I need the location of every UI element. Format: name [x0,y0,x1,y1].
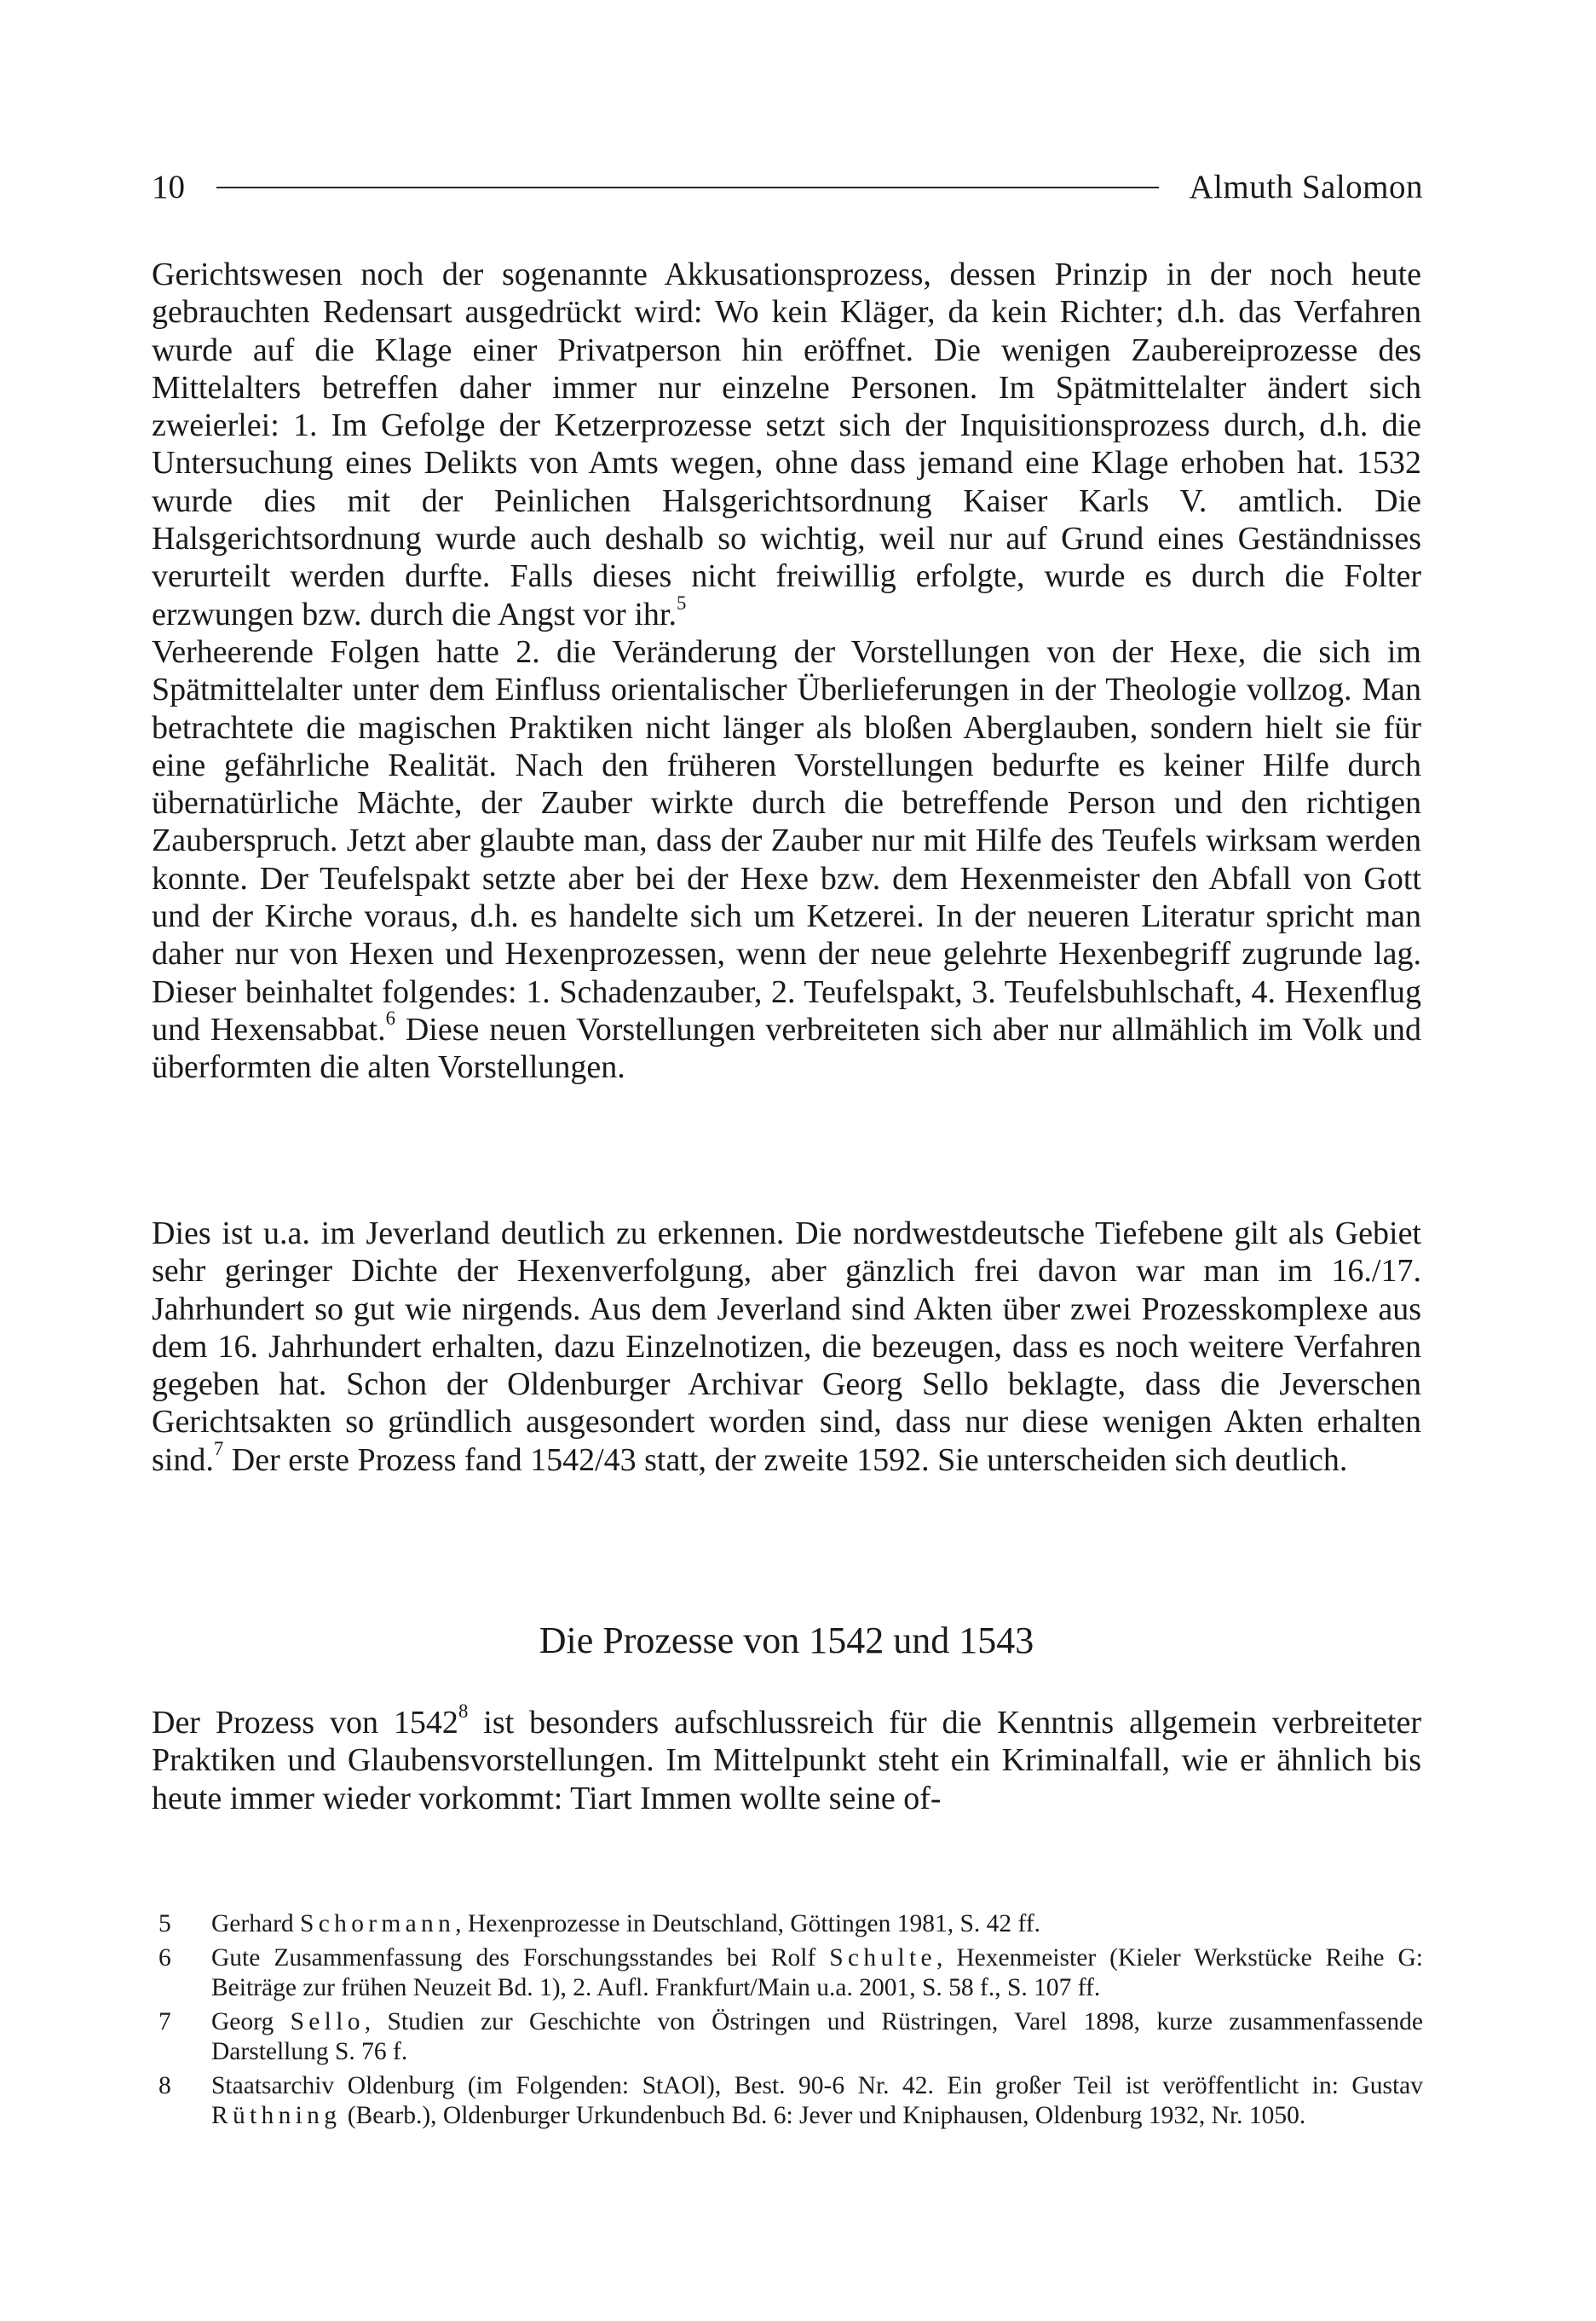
paragraph [152,256,1421,1087]
footnote-author-name: Schulte [829,1944,936,1972]
footnote [152,1943,1423,2003]
page-number: 10 [152,169,185,205]
footnote-text: Gute Zusammenfassung des Forschungsstandes bei Rolf [211,1944,830,1972]
footnote [152,2071,1423,2131]
paragraph-text: Dies ist u.a. im Jeverland deutlich zu erkennen. Die nordwestdeutsche Tiefebene gilt als Gebiet sehr geringer Dichte der Hexenverfolgung, aber gänzlich frei davon war man im 16./17. Jahrhundert so gut wie nirgends. Aus dem Jeverland sind Akten über zwei Prozesskomplexe aus dem 16. Jahrhundert erhalten, dazu Einzelnotizen, die bezeugen, dass es noch weitere Verfahren gegeben hat. Schon der Oldenburger Archivar Georg Sello beklagte, dass die Jeverschen Gerichtsakten so gründlich ausgesondert worden sind, dass nur diese wenigen Akten erhalten sind. [152,1215,1421,1478]
footnotes [152,1909,1423,2135]
body-paragraph-2 [152,1215,1421,1479]
footnote-ref: 8 [458,1700,469,1722]
footnote-author-name: Sello [290,2008,365,2035]
paragraph-text: Diese neuen Vorstellungen verbreiteten sich aber nur allmählich im Volk und überformten die alten Vorstellungen. [152,1011,1421,1086]
footnote-author-name: Schormann [300,1910,456,1937]
footnote-author-name: Rüthning [211,2102,342,2129]
body-paragraph-3 [152,1700,1421,1817]
footnote-text: , Studien zur Geschichte von Östringen und Rüstringen, Varel 1898, kurze zusammenfassende Darstellung S. 76 f. [211,2008,1423,2065]
body-paragraph-1 [152,256,1421,1087]
paragraph [152,1700,1421,1817]
footnote-text: Georg [211,2008,291,2035]
header-rule [216,187,1159,188]
running-header [152,167,1423,218]
footnote [152,2007,1423,2067]
running-header-author: Almuth Salomon [1189,169,1423,205]
footnote-ref: 7 [213,1437,224,1459]
footnote-text: , Hexenmeister (Kieler Werkstücke Reihe G: Beiträge zur frühen Neuzeit Bd. 1), 2. Aufl. Frankfurt/Main u.a. 2001, S. 58 f., S. 107 ff. [211,1944,1423,2001]
footnote-text: Staatsarchiv Oldenburg (im Folgenden: StAOl), Best. 90-6 Nr. 42. Ein großer Teil ist veröffentlicht in: Gustav [211,2072,1423,2099]
paragraph-text: Der erste Prozess fand 1542/43 statt, der zweite 1592. Sie unterscheiden sich deutlich. [223,1441,1348,1478]
paragraph-text: Gerichtswesen noch der sogenannte Akkusationsprozess, dessen Prinzip in der noch heute gebrauchten Redensart ausgedrückt wird: Wo kein Kläger, da kein Richter; d.h. das Verfahren wurde auf die Klage einer Privatperson hin eröffnet. Die wenigen Zaubereiprozesse des Mittelalters betreffen daher immer nur einzelne Personen. Im Spätmittelalter ändert sich zweierlei: 1. Im Gefolge der Ketzerprozesse setzt sich der Inquisitionsprozess durch, d.h. die Untersuchung eines Delikts von Amts wegen, ohne dass jemand eine Klage erhoben hat. 1532 wurde dies mit der Peinlichen Halsgerichtsordnung Kaiser Karls V. amtlich. Die Halsgerichtsordnung wurde auch deshalb so wichtig, weil nur auf Grund eines Geständnisses verurteilt werden durfte. Falls dieses nicht freiwillig erfolgte, wurde es durch die Folter erzwungen bzw. durch die Angst vor ihr. [152,257,1421,632]
paragraph-text: Der Prozess von 1542 [152,1705,458,1741]
footnote [152,1909,1423,1939]
paragraph [152,1215,1421,1479]
paragraph-text: ist besonders aufschlussreich für die Kenntnis allgemein verbreiteter Praktiken und Glaubensvorstellungen. Im Mittelpunkt steht ein Kriminalfall, wie er ähnlich bis heute immer wieder vorkommt: Tiart Immen wollte seine of- [152,1705,1421,1816]
paragraph-text: Verheerende Folgen hatte 2. die Veränderung der Vorstellungen von der Hexe, die sich im Spätmittelalter unter dem Einfluss orientalischer Überlieferungen in der Theologie vollzog. Man betrachtete die magischen Praktiken nicht länger als bloßen Aberglauben, sondern hielt sie für eine gefährliche Realität. Nach den früheren Vorstellungen bedurfte es keiner Hilfe durch übernatürliche Mächte, der Zauber wirkte durch die betreffende Person und den richtigen Zauberspruch. Jetzt aber glaubte man, dass der Zauber nur mit Hilfe des Teufels wirksam werden konnte. Der Teufelspakt setzte aber bei der Hexe bzw. dem Hexenmeister den Abfall von Gott und der Kirche voraus, d.h. es handelte sich um Ketzerei. In der neueren Literatur spricht man daher nur von Hexen und Hexenprozessen, wenn der neue gelehrte Hexenbegriff zugrunde lag. Dieser beinhaltet folgendes: 1. Schadenzauber, 2. Teufelspakt, 3. Teufelsbuhlschaft, 4. Hexenflug und Hexensabbat. [152,633,1421,1048]
footnote-number: 8 [158,2072,171,2099]
footnote-number: 6 [158,1944,171,1972]
footnote-ref: 5 [676,592,687,614]
footnote-number: 7 [158,2008,171,2035]
footnote-text: Gerhard [211,1910,301,1937]
footnote-text: (Bearb.), Oldenburger Urkundenbuch Bd. 6: Jever und Kniphausen, Oldenburg 1932, Nr. 1050. [341,2102,1306,2129]
section-heading: Die Prozesse von 1542 und 1543 [539,1620,1034,1661]
footnote-ref: 6 [385,1007,396,1029]
footnote-text: , Hexenprozesse in Deutschland, Göttingen 1981, S. 42 ff. [455,1910,1041,1937]
footnote-number: 5 [158,1910,171,1937]
